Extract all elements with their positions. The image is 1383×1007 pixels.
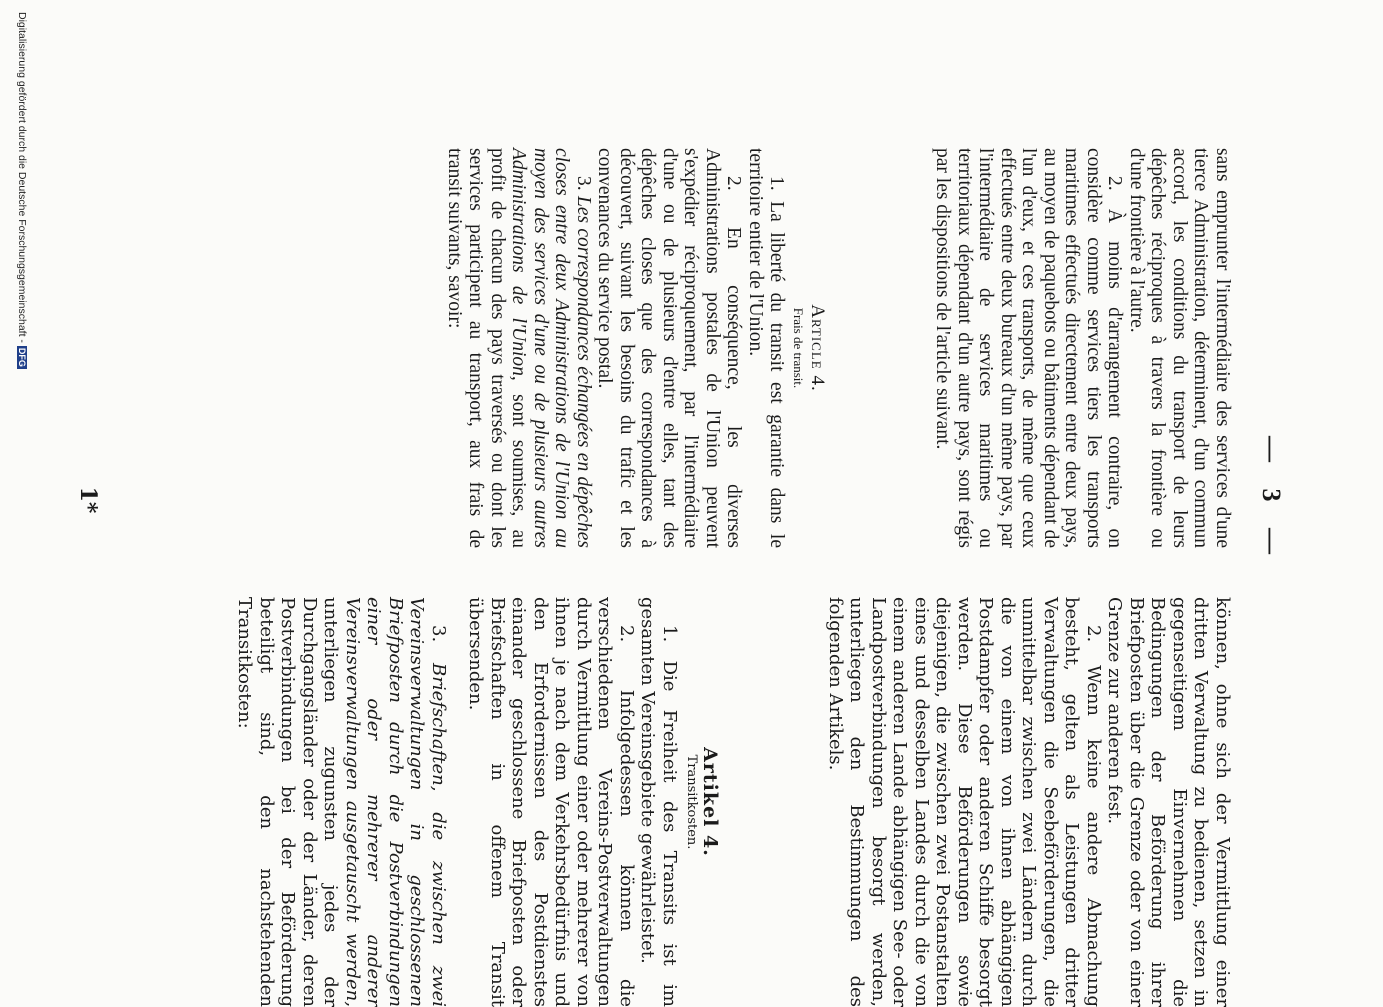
fr-article-para-3 [444,148,595,548]
page-number: — 3 — [1257,436,1286,564]
fr-para-3-italic: Les correspondances échangées en dépêches closes entre deux Administrations de l'Union au moyen des services d'une ou de plusieurs autres Administrations de l'Union, [508,148,594,548]
de-article-heading [683,597,721,1007]
de-para-3-italic: Briefschaften, die zwischen zwei Vereinsverwaltungen in geschlossenen Briefposten durch die Postverbindungen einer oder mehrerer anderer Vereinsverwaltungen ausgetauscht werden, [342,597,449,1007]
de-article-para-1: 1. Die Freiheit des Transits ist im gesamten Vereinsgebiete gewährleistet. [637,597,680,1007]
de-paragraph-2: 2. Wenn keine andere Abmachung besteht, gelten als Leistungen dritter Verwaltungen die Seebeförderungen, die unmittelbar zwischen zwei Ländern durch die von einem von ihnen abhängigen Postdampfer oder anderen Schiffe besorgt werden. Diese Beförderungen sowie diejenigen, die zwischen zwei Postanstalten eines und desselben Landes durch die von einem anderen Lande abhängigen See- oder Landpostverbindungen besorgt werden, unterliegen den Bestimmungen des folgenden Artikels. [825,597,1104,1007]
de-article-para-3 [234,597,449,1007]
fr-para-3-number: 3. [573,176,594,191]
fr-article-heading [791,148,829,548]
watermark-text: Digitalisierung gefördert durch die Deutsche Forschungsgemeinschaft - [16,12,28,343]
fr-article-subtitle: Frais de transit. [791,307,807,389]
signature-mark: 1* [75,486,101,514]
de-para-3-rest: unterliegen zugunsten jedes der Durchgangsländer oder der Länder, deren Postverbindungen bei der Beförderung beteiligt sind, den nachstehenden Transitkosten: [234,597,342,1007]
dfg-logo: DFG [17,347,27,367]
fr-paragraph-2: 2. À moins d'arrangement contraire, on considère comme services tiers les transports maritimes effectués directement entre deux pays, au moyen de paquebots ou bâtiments dépendant de l'un d'eux, et ces transports, de même que ceux effectués entre deux bureaux d'un même pays, par l'intermédiaire de services maritimes ou territoriaux dépendant d'un autre pays, sont régis par les dispositions de l'article suivant. [932,148,1126,548]
fr-article-para-2: 2. En conséquence, les diverses Administrations postales de l'Union peuvent s'expédier réciproquement, par l'intermédiaire d'une ou de plusieurs d'entre elles, tant des dépêches closes que des correspondances à découvert, suivant les besoins du trafic et les convenances du service postal. [594,148,745,548]
de-article-subtitle: Transitkosten. [684,754,699,850]
de-article-title: Artikel 4. [699,747,722,857]
de-paragraph-continued: können, ohne sich der Vermittlung einer dritten Verwaltung zu bedienen, setzen in gegenseitigem Einvernehmen die Bedingungen der Beförderung ihrer Briefposten über die Grenze oder von einer Grenze zur anderen fest. [1104,597,1233,1007]
german-column [234,597,1233,1007]
de-article-para-2: 2. Infolgedessen können die verschiedenen Vereins-Postverwaltungen durch Vermittlung einer oder mehrerer von ihnen je nach dem Verkehrsbedürfnis und den Erfordernissen des Postdienstes einander geschlossene Briefposten oder Briefschaften in offenem Transit übersenden. [465,597,637,1007]
de-para-3-number: 3. [428,625,449,643]
french-column [444,148,1234,548]
digitization-watermark [16,12,28,992]
fr-article-title: Article 4. [807,304,828,392]
fr-paragraph-continued: sans emprunter l'intermédiaire des services d'une tierce Administration, déterminent, d'un commun accord, les conditions du transport de leurs dépêches réciproques à travers la frontière ou d'une frontière à l'autre. [1126,148,1233,548]
fr-article-para-1: 1. La liberté du transit est garantie dans le territoire entier de l'Union. [745,148,788,548]
fr-para-3-rest: sont soumises, au profit de chacun des pays traversés ou dont les services participent au transport, aux frais de transit suivants, savoir: [444,148,530,548]
